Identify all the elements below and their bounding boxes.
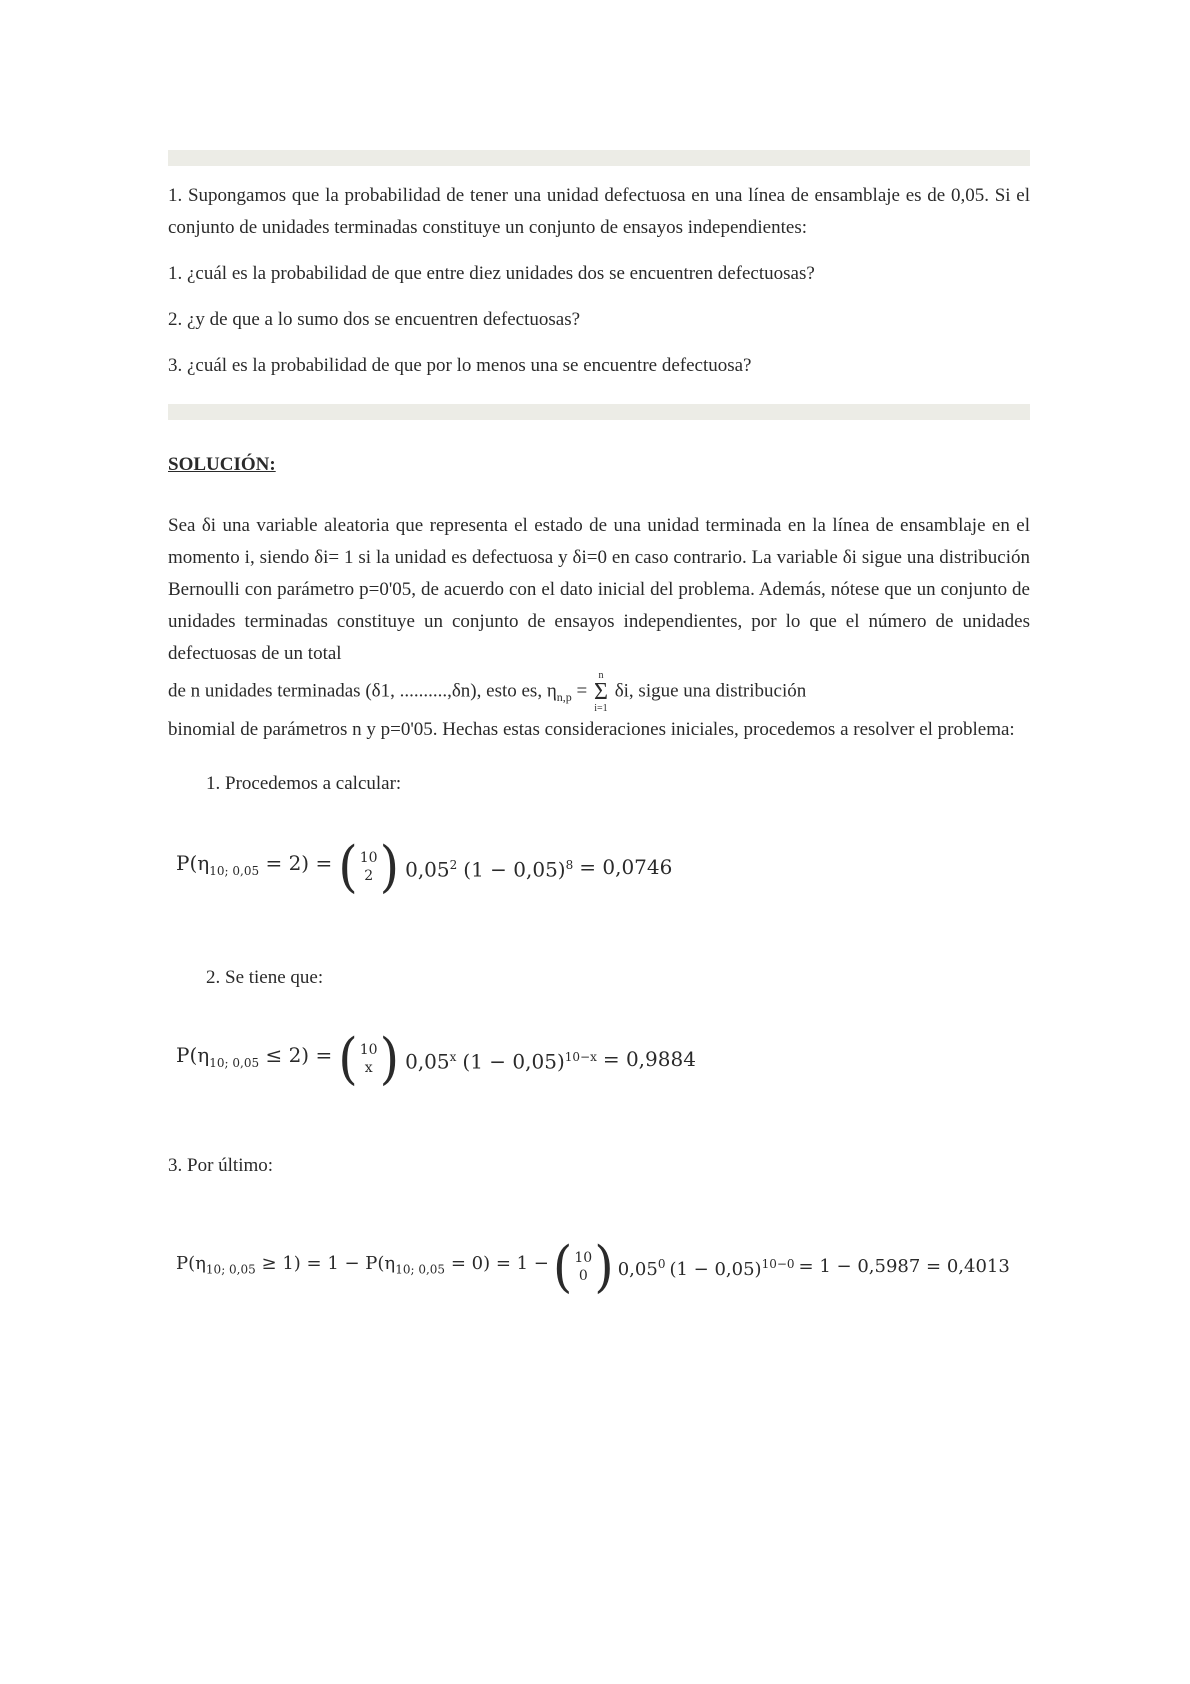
solution-text-b: de n unidades terminadas (δ1, ..........,δn), esto es, $\eta_{n,p}$ = n Σ i=1 δi, sigue una distribución bbox=[168, 670, 807, 714]
binomial-coefficient: ( 10 0 ) bbox=[552, 1235, 614, 1299]
solution-text-c: binomial de parámetros n y p=0'05. Hechas estas consideraciones iniciales, procedemos a resolver el problema: bbox=[168, 719, 1015, 740]
formula-3: $P(\eta_{10; 0,05} \ge 1) = 1 - P(\eta_{10; 0,05} = 0) = 1$ − ( 10 0 ) 0,05$^0$ $(1 - 0,05)^{10-0}$ = 1 − 0,5987 = 0,4013 bbox=[176, 1235, 1010, 1299]
problem-intro: 1. Supongamos que la probabilidad de tener una unidad defectuosa en una línea de ensamblaje es de 0,05. Si el conjunto de unidades terminadas constituye un conjunto de ensayos independientes: bbox=[168, 185, 1030, 238]
solution-heading: SOLUCIÓN: bbox=[168, 454, 276, 475]
formula-1: $P(\eta_{10; 0,05} = 2)$ = ( 10 2 ) 0,05$^2$ $(1 - 0,05)^8$ = 0,0746 bbox=[176, 835, 673, 899]
summation-symbol: n Σ i=1 bbox=[593, 670, 608, 714]
step-3-label: 3. Por último: bbox=[168, 1155, 274, 1176]
top-rule bbox=[168, 150, 1030, 166]
step-1-label: 1. Procedemos a calcular: bbox=[206, 773, 402, 794]
formula-2: $P(\eta_{10; 0,05} \le 2)$ = ( 10 x ) 0,05$^x$ $(1 - 0,05)^{10-x}$ = 0,9884 bbox=[176, 1027, 696, 1091]
binomial-coefficient: ( 10 2 ) bbox=[338, 835, 400, 899]
binomial-coefficient: ( 10 x ) bbox=[338, 1027, 400, 1091]
solution-text-a: Sea δi una variable aleatoria que representa el estado de una unidad terminada en la línea de ensamblaje en el momento i, siendo δi= 1 si la unidad es defectuosa y δi=0 en caso contrario. La variable δi sigue una distribución Bernoulli con parámetro p=0'05, de acuerdo con el dato inicial del problema. Además, nótese que un conjunto de unidades terminadas constituye un conjunto de ensayos independientes, por lo que el número de unidades defectuosas de un total bbox=[168, 515, 1030, 664]
question-2: 2. ¿y de que a lo sumo dos se encuentren defectuosas? bbox=[168, 309, 581, 330]
question-3: 3. ¿cuál es la probabilidad de que por lo menos una se encuentre defectuosa? bbox=[168, 355, 752, 376]
middle-rule bbox=[168, 404, 1030, 420]
document-page bbox=[168, 150, 1030, 1299]
step-2-label: 2. Se tiene que: bbox=[206, 967, 324, 988]
question-1: 1. ¿cuál es la probabilidad de que entre diez unidades dos se encuentren defectuosas? bbox=[168, 263, 815, 284]
